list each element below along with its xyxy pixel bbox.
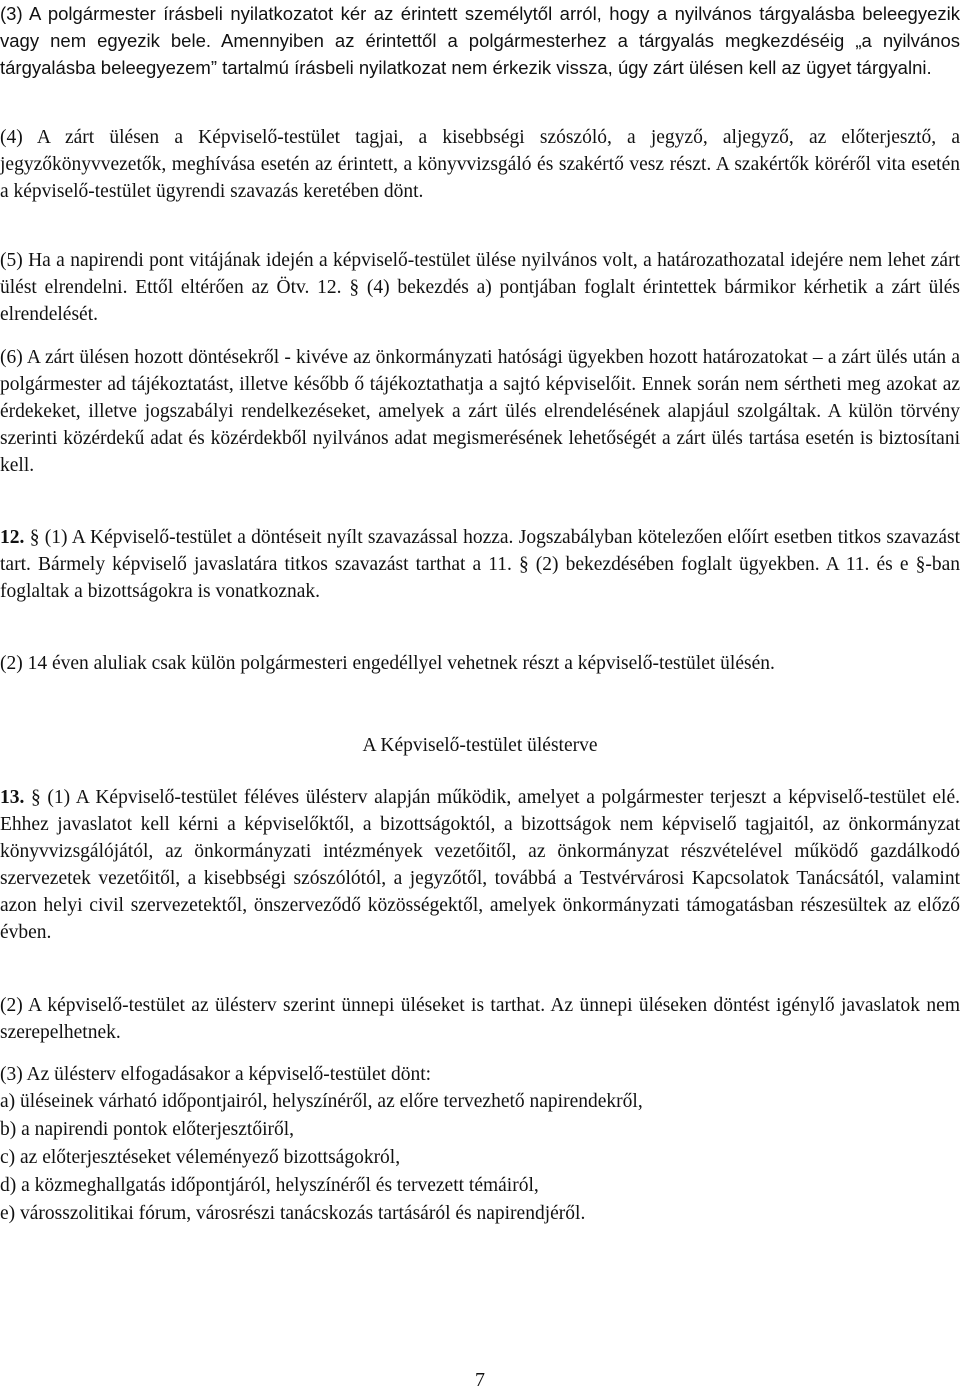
- section-12-number: 12.: [0, 527, 25, 548]
- list-item: d) a közmeghallgatás időpontjáról, helyszínéről és tervezett témáiról,: [0, 1175, 539, 1196]
- list-item: a) üléseinek várható időpontjairól, helyszínéről, az előre tervezhető napirendekről,: [0, 1091, 643, 1112]
- paragraph-4: (4) A zárt ülésen a Képviselő-testület tagjai, a kisebbségi szószóló, a jegyző, aljegyző, az előterjesztő, a jegyzőkönyvvezetők, meghívása esetén az érintett, a könyvvizsgáló és szakértő vesz részt. A szakértők köréről vita esetén a képviselő-testület ügyrendi szavazás keretében dönt.: [0, 127, 960, 202]
- section-13-paragraph-1: [0, 784, 960, 946]
- paragraph-6: (6) A zárt ülésen hozott döntésekről - kivéve az önkormányzati hatósági ügyekben hozott határozatokat – a zárt ülés után a polgármester ad tájékoztatást, illetve később ő tájékoztathatja a sajtó képviselőit. Ennek során nem sértheti meg azokat az érdekeket, illetve jogszabályi rendelkezéseket, amelyek a zárt ülés elrendelésének alapjául szolgáltak. A külön törvény szerinti közérdekű adat és közérdekből nyilvános adat megismerésének lehetőségét a zárt ülés tartása esetén is biztosítani kell.: [0, 347, 960, 476]
- section-12-paragraph-1: [0, 524, 960, 605]
- paragraph-3: (3) A polgármester írásbeli nyilatkozatot kér az érintett személytől arról, hogy a nyilvános tárgyalásba beleegyezik vagy nem egyezik bele. Amennyiben az érintettől a polgármesterhez a tárgyalás megkezdéséig „a nyilvános tárgyalásba beleegyezem” tartalmú írásbeli nyilatkozat nem érkezik vissza, úgy zárt ülésen kell az ügyet tárgyalni.: [0, 3, 960, 78]
- section-13-paragraph-2: (2) A képviselő-testület az ülésterv szerint ünnepi üléseket is tarthat. Az ünnepi üléseken döntést igénylő javaslatok nem szerepelhetnek.: [0, 995, 960, 1043]
- list-item: b) a napirendi pontok előterjesztőiről,: [0, 1119, 295, 1140]
- list-item: c) az előterjesztéseket véleményező bizottságokról,: [0, 1147, 401, 1168]
- section-13-paragraph-3-intro: (3) Az ülésterv elfogadásakor a képviselő-testület dönt:: [0, 1064, 432, 1085]
- list-item: e) városszolitikai fórum, városrészi tanácskozás tartásáról és napirendjéről.: [0, 1203, 586, 1224]
- section-heading: A Képviselő-testület üléstervе: [362, 735, 598, 756]
- section-13-number: 13.: [0, 787, 25, 808]
- section-12-paragraph-2: (2) 14 éven aluliak csak külön polgármesteri engedéllyel vehetnek részt a képviselő-testület ülésén.: [0, 653, 775, 674]
- paragraph-5: (5) Ha a napirendi pont vitájának idején a képviselő-testület ülése nyilvános volt, a határozathozatal idejére nem lehet zárt ülést elrendelni. Ettől eltérően az Ötv. 12. § (4) bekezdés a) pontjában foglalt érintettek bármikor kérhetik a zárt ülés elrendelését.: [0, 250, 960, 325]
- section-13-text: § (1) A Képviselő-testület féléves ülésterv alapján működik, amelyet a polgármester terjeszt a képviselő-testület elé. Ehhez javaslatot kell kérni a képviselőktől, a bizottságoktól, a bizottságok nem képviselő tagjaitól, az önkormányzat könyvvizsgálójától, az önkormányzati intézmények vezetőitől, az önkormányzat részvételével működő gazdálkodó szervezetek vezetőitől, a kisebbségi szószólótól, a jegyzőtől, továbbá a Testvérvárosi Kapcsolatok Tanácsától, valamint azon helyi civil szervezetektől, önszerveződő közösségektől, amelyek önkormányzati támogatásban részesültek az előző évben.: [0, 787, 960, 943]
- section-12-text: § (1) A Képviselő-testület a döntéseit nyílt szavazással hozza. Jogszabályban kötelezően előírt esetben titkos szavazást tart. Bármely képviselő javaslatára titkos szavazást tarthat a 11. § (2) bekezdésében foglalt ügyekben. A 11. és e §-ban foglaltak a bizottságokra is vonatkoznak.: [0, 527, 960, 602]
- page-number: 7: [475, 1369, 485, 1391]
